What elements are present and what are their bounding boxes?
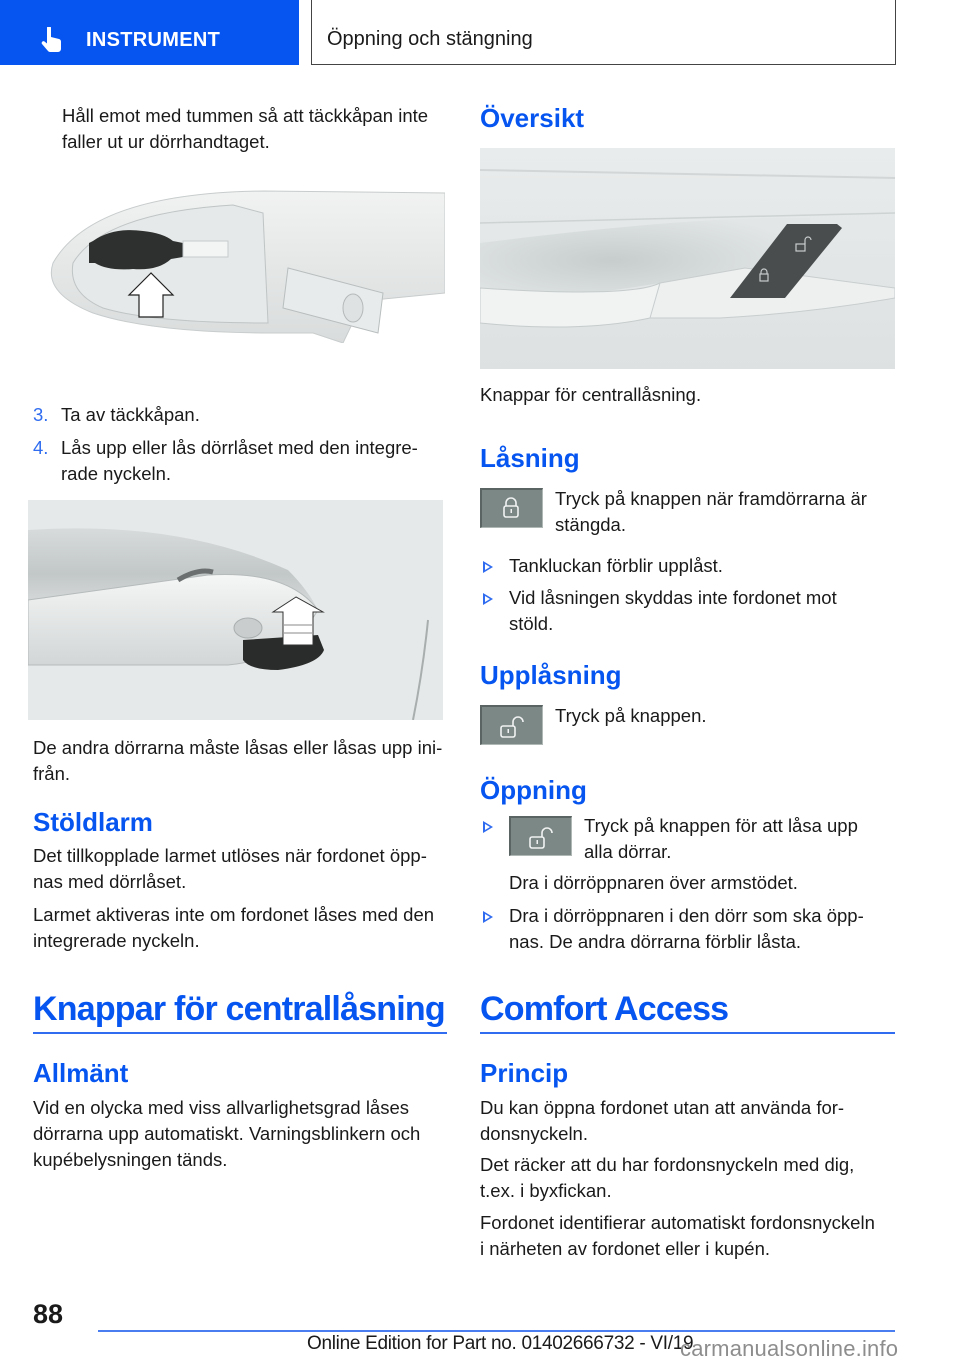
stoldlarm-p2 bbox=[33, 902, 453, 954]
heading-rule bbox=[480, 1032, 895, 1034]
unlock-button-image bbox=[480, 705, 543, 745]
bullet-text-after: Dra i dörröppnaren över armstödet. bbox=[509, 872, 798, 893]
princip-p2 bbox=[480, 1152, 900, 1204]
stoldlarm-p2-line2: integrerade nyckeln. bbox=[33, 930, 200, 951]
section-title: Öppning och stängning bbox=[327, 28, 533, 50]
stoldlarm-p1 bbox=[33, 843, 453, 895]
princip-p1 bbox=[480, 1095, 900, 1147]
princip-p1-line1: Du kan öppna fordonet utan att använda for- bbox=[480, 1097, 845, 1118]
step-text: Ta av täckkåpan. bbox=[61, 404, 200, 425]
chapter-label: INSTRUMENT bbox=[86, 29, 221, 51]
princip-p3-line1: Fordonet identifierar automatiskt fordonsnyckeln bbox=[480, 1212, 875, 1233]
lasning-text bbox=[555, 486, 895, 538]
allmant-line2: dörrarna upp automatiskt. Varningsblinkern och bbox=[33, 1123, 421, 1144]
heading-allmant: Allmänt bbox=[33, 1058, 129, 1088]
princip-p3 bbox=[480, 1210, 900, 1262]
lock-open-icon bbox=[509, 816, 572, 856]
hand-pointer-icon bbox=[40, 27, 64, 53]
allmant-line1: Vid en olycka med viss allvarlighetsgrad låses bbox=[33, 1097, 410, 1118]
triangle-bullet-icon bbox=[483, 821, 493, 833]
step-text-cont: rade nyckeln. bbox=[61, 463, 172, 484]
heading-stoldlarm: Stöldlarm bbox=[33, 807, 153, 837]
stoldlarm-p2-line1: Larmet aktiveras inte om fordonet låses med den bbox=[33, 904, 435, 925]
step-4 bbox=[33, 435, 453, 487]
bullet-text-cont: nas. De andra dörrarna förblir låsta. bbox=[509, 931, 802, 952]
bullet-text: Tankluckan förblir upplåst. bbox=[509, 555, 723, 576]
bullet-text: Dra i dörröppnaren i den dörr som ska öpp- bbox=[509, 905, 864, 926]
lasning-line2: stängda. bbox=[555, 514, 626, 535]
heading-knappar: Knappar för centrallåsning bbox=[33, 990, 445, 1028]
heading-princip: Princip bbox=[480, 1058, 569, 1088]
section-title-box bbox=[311, 0, 896, 65]
cover-cap-image bbox=[33, 183, 445, 343]
bullet-text: Vid låsningen skyddas inte fordonet mot bbox=[509, 587, 837, 608]
heading-oversikt: Översikt bbox=[480, 103, 585, 133]
page-number: 88 bbox=[33, 1299, 64, 1329]
unlock-button-image bbox=[509, 816, 572, 856]
edition-text: Online Edition for Part no. 01402666732 - VI/19 bbox=[307, 1333, 694, 1354]
chapter-tab[interactable] bbox=[0, 0, 299, 65]
note-text bbox=[33, 735, 453, 787]
central-lock-buttons-image bbox=[480, 148, 895, 369]
allmant-text bbox=[33, 1095, 453, 1173]
bullet-text-cont: stöld. bbox=[509, 613, 554, 634]
intro-text-content: Håll emot med tummen så att täckkåpan inte faller ut ur dörrhandtaget. bbox=[62, 105, 429, 152]
step-number: 4. bbox=[33, 437, 49, 458]
bullet-text: Tryck på knappen för att låsa upp bbox=[584, 815, 858, 836]
princip-p1-line2: donsnyckeln. bbox=[480, 1123, 588, 1144]
step-text: Lås upp eller lås dörrlåset med den integre- bbox=[61, 437, 418, 458]
heading-upplasning: Upplåsning bbox=[480, 660, 622, 690]
intro-text bbox=[62, 103, 452, 155]
stoldlarm-p1-line1: Det tillkopplade larmet utlöses när fordonet öpp- bbox=[33, 845, 427, 866]
oversikt-caption: Knappar för centrallåsning. bbox=[480, 384, 702, 405]
note-line-2: från. bbox=[33, 763, 71, 784]
heading-lasning: Låsning bbox=[480, 443, 580, 473]
lock-closed-icon bbox=[480, 488, 543, 528]
princip-p2-line2: t.ex. i byxfickan. bbox=[480, 1180, 612, 1201]
allmant-line3: kupébelysningen tänds. bbox=[33, 1149, 228, 1170]
heading-oppning: Öppning bbox=[480, 775, 587, 805]
princip-p2-line1: Det räcker att du har fordonsnyckeln med dig, bbox=[480, 1154, 855, 1175]
step-3 bbox=[33, 402, 453, 428]
footer-rule bbox=[98, 1330, 895, 1332]
stoldlarm-p1-line2: nas med dörrlåset. bbox=[33, 871, 187, 892]
heading-rule bbox=[33, 1032, 447, 1034]
bullet-text-cont: alla dörrar. bbox=[584, 841, 672, 862]
triangle-bullet-icon bbox=[483, 911, 493, 923]
watermark-link[interactable]: carmanualsonline.info bbox=[680, 1336, 899, 1361]
princip-p3-line2: i närheten av fordonet eller i kupén. bbox=[480, 1238, 771, 1259]
triangle-bullet-icon bbox=[483, 593, 493, 605]
lasning-line1: Tryck på knappen när framdörrarna är bbox=[555, 488, 867, 509]
heading-comfort-access: Comfort Access bbox=[480, 990, 729, 1028]
triangle-bullet-icon bbox=[483, 561, 493, 573]
lock-open-icon bbox=[480, 705, 543, 745]
note-line-1: De andra dörrarna måste låsas eller låsas upp ini- bbox=[33, 737, 443, 758]
step-number: 3. bbox=[33, 404, 49, 425]
key-in-lock-image bbox=[28, 500, 443, 720]
lock-button-image bbox=[480, 488, 543, 528]
upplasning-text: Tryck på knappen. bbox=[555, 705, 707, 726]
